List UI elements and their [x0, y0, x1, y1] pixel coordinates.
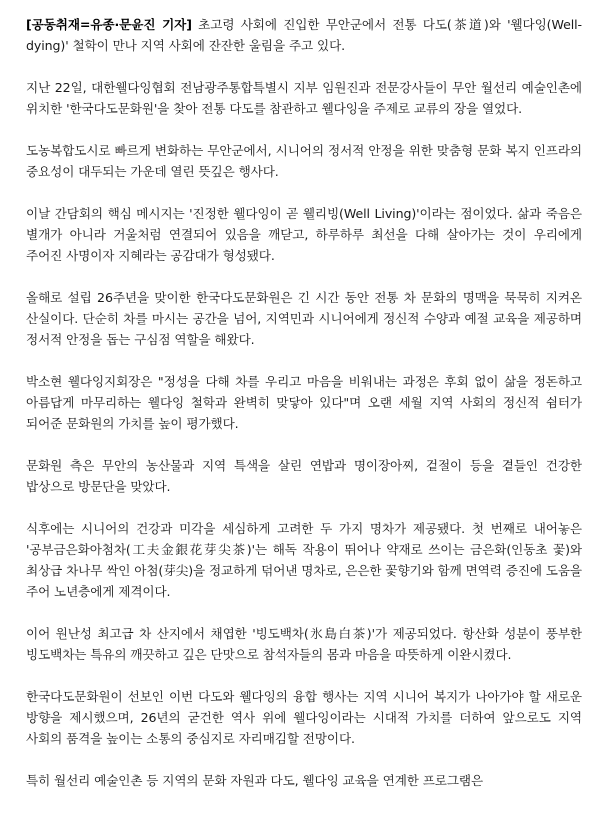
lead-paragraph: [26, 14, 582, 56]
body-paragraph: 문화원 측은 무안의 농산물과 지역 특색을 살린 연밥과 명이장아찌, 겉절이 등을 곁들인 건강한 밥상으로 방문단을 맞았다.: [26, 458, 582, 494]
body-paragraph: 식후에는 시니어의 건강과 미각을 세심하게 고려한 두 가지 명차가 제공됐다. 첫 번째로 내어놓은 '공부금은화아첨차(工夫金銀花芽尖茶)'는 해독 작용이 뛰어나 약재로 쓰이는 금은화(인동초 꽃)와 최상급 차나무 싹인 아첨(芽尖)을 정교하게 덖어낸 명차로, 은은한 꽃향기와 함께 면역력 증진에 도움을 주어 노년층에게 제격이다.: [26, 521, 582, 599]
body-paragraph: 지난 22일, 대한웰다잉협회 전남광주통합특별시 지부 임원진과 전문강사들이 무안 월선리 예술인촌에 위치한 '한국다도문화원'을 찾아 전통 다도를 참관하고 웰다잉을 주제로 교류의 장을 열었다.: [26, 80, 582, 116]
body-paragraph: 이어 원난성 최고급 차 산지에서 채엽한 '빙도백차(氷島白茶)'가 제공되었다. 항산화 성분이 풍부한 빙도백차는 특유의 깨끗하고 깊은 단맛으로 참석자들의 몸과 마음을 따뜻하게 이완시켰다.: [26, 626, 582, 662]
body-paragraph: 한국다도문화원이 선보인 이번 다도와 웰다잉의 융합 행사는 지역 시니어 복지가 나아가야 할 새로운 방향을 제시했으며, 26년의 굳건한 역사 위에 웰다잉이라는 시대적 가치를 더하여 앞으로도 지역 사회의 품격을 높이는 소통의 중심지로 자리매김할 전망이다.: [26, 689, 582, 746]
body-paragraph: 도농복합도시로 빠르게 변화하는 무안군에서, 시니어의 정서적 안정을 위한 맞춤형 문화 복지 인프라의 중요성이 대두되는 가운데 열린 뜻깊은 행사다.: [26, 143, 582, 179]
body-paragraph: 박소현 웰다잉지회장은 "정성을 다해 차를 우리고 마음을 비워내는 과정은 후회 없이 삶을 정돈하고 아름답게 마무리하는 웰다잉 철학과 완벽히 맞닿아 있다"며 오랜 세월 지역 사회의 정신적 쉼터가 되어준 문화원의 가치를 높이 평가했다.: [26, 374, 582, 431]
news-article: [26, 14, 582, 812]
lead-text: 초고령 사회에 진입한 무안군에서 전통 다도(茶道)와 '웰다잉(Well-dying)' 철학이 만나 지역 사회에 잔잔한 울림을 주고 있다.: [26, 17, 582, 53]
body-paragraph: 특히 월선리 예술인촌 등 지역의 문화 자원과 다도, 웰다잉 교육을 연계한 프로그램은: [26, 773, 484, 788]
body-paragraph: 올해로 설립 26주년을 맞이한 한국다도문화원은 긴 시간 동안 전통 차 문화의 명맥을 묵묵히 지켜온 산실이다. 단순히 차를 마시는 공간을 넘어, 지역민과 시니어에게 정신적 수양과 예절 교육을 제공하며 정서적 안정을 돕는 구심점 역할을 해왔다.: [26, 290, 582, 347]
body-paragraph: 이날 간담회의 핵심 메시지는 '진정한 웰다잉이 곧 웰리빙(Well Living)'이라는 점이었다. 삶과 죽음은 별개가 아니라 거울처럼 연결되어 있음을 깨닫고, 하루하루 최선을 다해 살아가는 것이 우리에게 주어진 사명이자 지혜라는 공감대가 형성됐다.: [26, 206, 582, 263]
byline: [공동취재=유종·문윤진 기자]: [26, 17, 192, 32]
